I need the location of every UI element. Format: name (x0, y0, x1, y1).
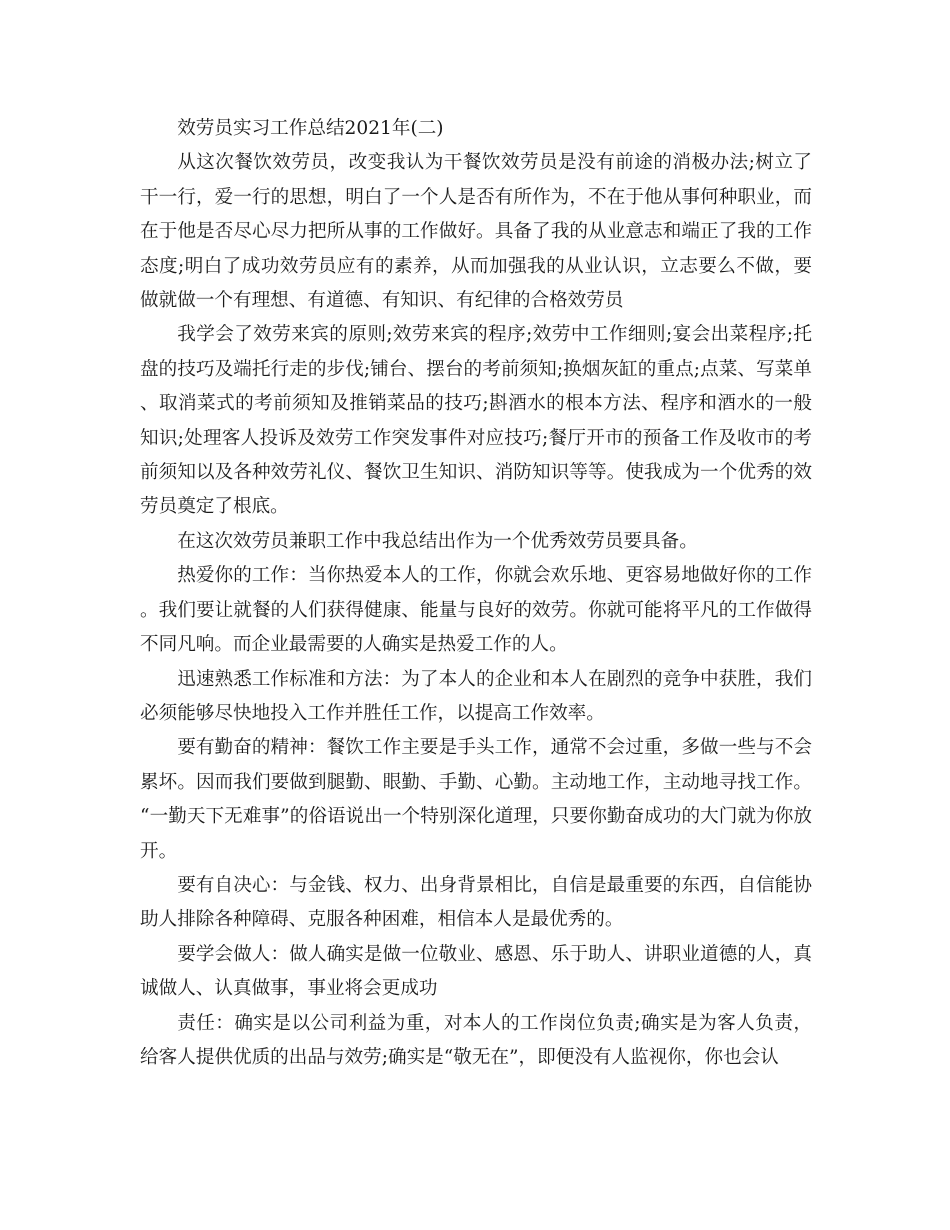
paragraph-confidence: 要有自决心：与金钱、权力、出身背景相比，自信是最重要的东西，自信能协助人排除各种障碍、克服各种困难，相信本人是最优秀的。 (140, 874, 812, 931)
paragraph-summary-intro: 在这次效劳员兼职工作中我总结出作为一个优秀效劳员要具备。 (177, 530, 698, 552)
paragraph-diligence: 要有勤奋的精神：餐饮工作主要是手头工作，通常不会过重，多做一些与不会累坏。因而我们要做到腿勤、眼勤、手勤、心勤。主动地工作，主动地寻找工作。“一勤天下无难事”的俗语说出一个特别深化道理，只要你勤奋成功的大门就为你放开。 (140, 737, 812, 862)
paragraph-work-standards: 迅速熟悉工作标准和方法：为了本人的企业和本人在剧烈的竞争中获胜，我们必须能够尽快地投入工作并胜任工作，以提高工作效率。 (140, 668, 812, 724)
paragraph-love-your-work: 热爱你的工作：当你热爱本人的工作，你就会欢乐地、更容易地做好你的工作。我们要让就餐的人们获得健康、能量与良好的效劳。你就可能将平凡的工作做得不同凡响。而企业最需要的人确实是热爱工作的人。 (140, 565, 812, 656)
paragraph-career-attitude: 从这次餐饮效劳员，改变我认为干餐饮效劳员是没有前途的消极办法;树立了干一行，爱一行的思想，明白了一个人是否有所作为，不在于他从事何种职业，而在于他是否尽心尽力把所从事的工作做好。具备了我的从业意志和端正了我的工作态度;明白了成功效劳员应有的素养，从而加强我的从业认识，立志要么不做，要做就做一个有理想、有道德、有知识、有纪律的合格效劳员 (140, 152, 812, 312)
paragraph-service-skills: 我学会了效劳来宾的原则;效劳来宾的程序;效劳中工作细则;宴会出菜程序;托盘的技巧及端托行走的步伐;铺台、摆台的考前须知;换烟灰缸的重点;点菜、写菜单、取消菜式的考前须知及推销菜品的技巧;斟酒水的根本方法、程序和酒水的一般知识;处理客人投诉及效劳工作突发事件对应技巧;餐厅开市的预备工作及收市的考前须知以及各种效劳礼仪、餐饮卫生知识、消防知识等等。使我成为一个优秀的效劳员奠定了根底。 (140, 324, 812, 518)
document-body (140, 112, 812, 1075)
paragraph-responsibility: 责任：确实是以公司利益为重，对本人的工作岗位负责;确实是为客人负责，给客人提供优质的出品与效劳;确实是“敬无在”，即便没有人监视你，你也会认 (140, 1012, 812, 1068)
document-title: 效劳员实习工作总结2021年(二) (177, 118, 444, 139)
paragraph-conduct: 要学会做人：做人确实是做一位敬业、感恩、乐于助人、讲职业道德的人，真诚做人、认真做事，事业将会更成功 (140, 943, 812, 1000)
